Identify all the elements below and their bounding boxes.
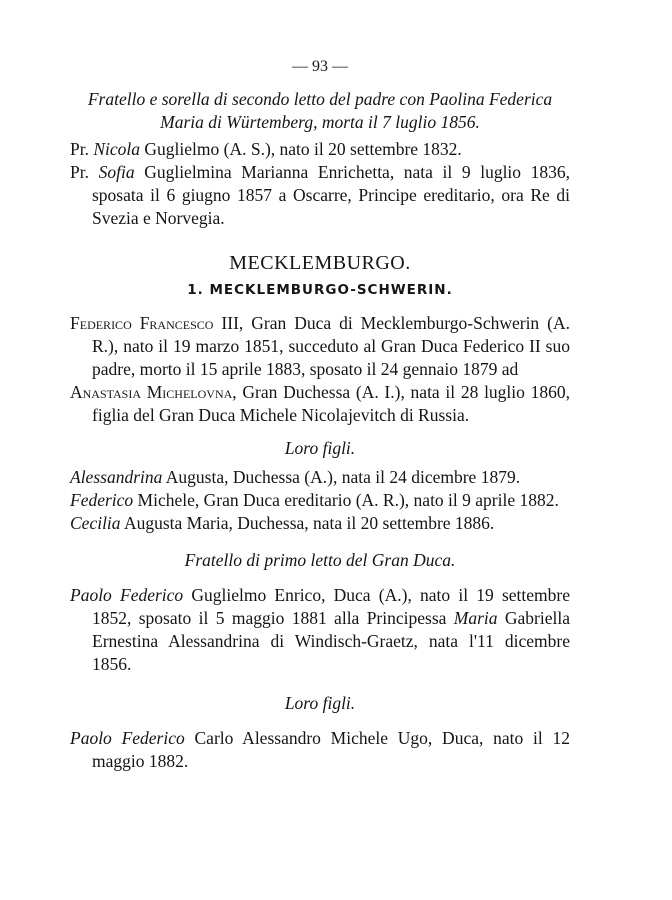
entry-prefix: Pr. — [70, 162, 89, 182]
ruler-text: III, Gran Duca di Mecklemburgo-Schwerin (A. R.), nato il 19 marzo 1851, succeduto al Gran Duca Federico II suo padre, morto il 15 aprile 1883, sposato il 24 gennaio 1879 ad — [92, 313, 570, 379]
entry-brother — [70, 584, 570, 676]
child-text: Augusta, Duchessa (A.), nata il 24 dicembre 1879. — [165, 467, 521, 487]
entry-nicola — [70, 138, 570, 161]
child-name: Alessandrina — [70, 467, 163, 487]
brother-text-b: Gabriella Ernestina Alessandrina di Windisch-Graetz, nata l'11 dicembre 1856. — [92, 608, 571, 674]
entry-ruler — [70, 312, 570, 381]
children-heading: Loro figli. — [284, 438, 356, 458]
brother-text-a: Guglielmo Enrico, Duca (A.), nato il 19 settembre 1852, sposato il 5 maggio 1881 alla Principessa — [92, 585, 570, 628]
entry-consort — [70, 381, 570, 427]
entry-name: Nicola — [93, 139, 141, 159]
child-text: Augusta Maria, Duchessa, nata il 20 settembre 1886. — [123, 513, 495, 533]
page-number: — 93 — — [292, 58, 348, 75]
consort-name: Anastasia Michelovna, — [70, 382, 237, 402]
brother-heading: Fratello di primo letto del Gran Duca. — [184, 550, 456, 570]
child-name: Cecilia — [70, 513, 121, 533]
brother-child-text: Carlo Alessandro Michele Ugo, Duca, nato il 12 maggio 1882. — [92, 728, 570, 771]
brother-child-name: Paolo Federico — [70, 728, 185, 748]
entry-sofia — [70, 161, 570, 230]
section-title-line1: Fratello e sorella di secondo letto del padre con Paolina Federica — [87, 89, 553, 109]
brother-spouse-name: Maria — [453, 608, 498, 628]
entry-name: Sofia — [98, 162, 135, 182]
entry-text: Guglielmo (A. S.), nato il 20 settembre 1832. — [144, 139, 462, 159]
heading-mecklemburgo: MECKLEMBURGO. — [229, 252, 411, 274]
brother-children-heading: Loro figli. — [284, 693, 356, 713]
section-title-line2: Maria di Würtemberg, morta il 7 luglio 1856. — [160, 112, 480, 132]
brother-child-entry — [70, 727, 570, 773]
heading-mecklemburgo-schwerin: 1. MECKLEMBURGO-SCHWERIN. — [187, 282, 453, 298]
consort-text: Gran Duchessa (A. I.), nata il 28 luglio 1860, figlia del Gran Duca Michele Nicolajevitch di Russia. — [92, 382, 570, 425]
child-entry — [70, 512, 570, 535]
child-entry — [70, 466, 570, 489]
child-text: Michele, Gran Duca ereditario (A. R.), nato il 9 aprile 1882. — [137, 490, 559, 510]
entry-text: Guglielmina Marianna Enrichetta, nata il 9 luglio 1836, sposata il 6 giugno 1857 a Oscarre, Principe ereditario, ora Re di Svezia e Norvegia. — [92, 162, 571, 228]
page-content — [70, 55, 570, 773]
child-name: Federico — [70, 490, 134, 510]
child-entry — [70, 489, 570, 512]
entry-prefix: Pr. — [70, 139, 89, 159]
brother-name: Paolo Federico — [70, 585, 184, 605]
ruler-name: Federico Francesco — [70, 313, 214, 333]
